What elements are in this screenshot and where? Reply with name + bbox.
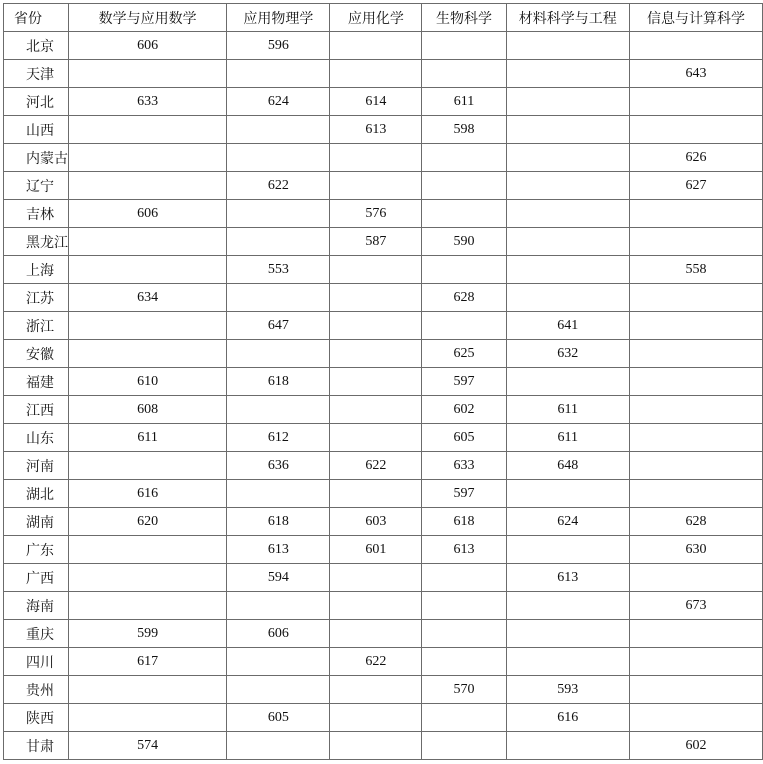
score-cell-biology	[422, 200, 506, 228]
score-cell-physics	[227, 676, 330, 704]
score-cell-materials	[506, 368, 629, 396]
score-cell-physics	[227, 480, 330, 508]
province-cell: 山西	[4, 116, 69, 144]
score-cell-chemistry	[330, 564, 422, 592]
score-cell-materials: 648	[506, 452, 629, 480]
score-cell-math	[69, 60, 227, 88]
table-row	[4, 536, 763, 564]
score-cell-math	[69, 340, 227, 368]
score-cell-info-computing	[629, 396, 762, 424]
table-row	[4, 732, 763, 760]
header-physics: 应用物理学	[227, 4, 330, 32]
province-cell: 北京	[4, 32, 69, 60]
score-cell-materials: 624	[506, 508, 629, 536]
score-cell-materials	[506, 648, 629, 676]
table-row	[4, 60, 763, 88]
score-cell-biology	[422, 60, 506, 88]
score-cell-info-computing	[629, 424, 762, 452]
province-cell: 山东	[4, 424, 69, 452]
score-cell-physics: 553	[227, 256, 330, 284]
score-cell-math	[69, 536, 227, 564]
score-cell-biology: 618	[422, 508, 506, 536]
score-cell-chemistry: 576	[330, 200, 422, 228]
header-materials: 材料科学与工程	[506, 4, 629, 32]
score-cell-physics	[227, 648, 330, 676]
score-cell-physics: 594	[227, 564, 330, 592]
score-table	[3, 3, 763, 760]
score-cell-biology: 597	[422, 368, 506, 396]
table-row	[4, 452, 763, 480]
score-cell-biology: 570	[422, 676, 506, 704]
province-cell: 广西	[4, 564, 69, 592]
header-math: 数学与应用数学	[69, 4, 227, 32]
header-info-computing: 信息与计算科学	[629, 4, 762, 32]
score-cell-materials	[506, 60, 629, 88]
score-cell-info-computing	[629, 116, 762, 144]
score-cell-math	[69, 256, 227, 284]
score-cell-biology	[422, 704, 506, 732]
score-cell-math: 606	[69, 32, 227, 60]
province-cell: 贵州	[4, 676, 69, 704]
table-row	[4, 32, 763, 60]
score-cell-physics	[227, 732, 330, 760]
table-row	[4, 200, 763, 228]
score-cell-biology	[422, 256, 506, 284]
table-row	[4, 228, 763, 256]
score-cell-chemistry	[330, 60, 422, 88]
score-cell-math: 620	[69, 508, 227, 536]
score-cell-physics: 613	[227, 536, 330, 564]
table-row	[4, 340, 763, 368]
score-cell-biology	[422, 648, 506, 676]
header-biology: 生物科学	[422, 4, 506, 32]
score-cell-chemistry	[330, 676, 422, 704]
score-cell-chemistry	[330, 172, 422, 200]
score-cell-physics	[227, 340, 330, 368]
table-row	[4, 648, 763, 676]
score-cell-math	[69, 116, 227, 144]
score-cell-math: 574	[69, 732, 227, 760]
table-row	[4, 396, 763, 424]
score-cell-chemistry	[330, 368, 422, 396]
score-cell-biology: 597	[422, 480, 506, 508]
score-cell-math: 610	[69, 368, 227, 396]
score-cell-math	[69, 312, 227, 340]
score-cell-chemistry	[330, 396, 422, 424]
score-cell-chemistry: 614	[330, 88, 422, 116]
score-cell-info-computing	[629, 88, 762, 116]
province-cell: 安徽	[4, 340, 69, 368]
table-row	[4, 256, 763, 284]
table-row	[4, 620, 763, 648]
score-cell-biology: 602	[422, 396, 506, 424]
score-cell-biology: 590	[422, 228, 506, 256]
score-cell-math	[69, 676, 227, 704]
score-cell-physics: 647	[227, 312, 330, 340]
score-cell-materials: 632	[506, 340, 629, 368]
score-cell-materials	[506, 228, 629, 256]
score-cell-info-computing: 628	[629, 508, 762, 536]
score-cell-math: 611	[69, 424, 227, 452]
score-cell-math	[69, 704, 227, 732]
score-cell-chemistry: 622	[330, 648, 422, 676]
province-cell: 四川	[4, 648, 69, 676]
score-cell-physics	[227, 200, 330, 228]
score-cell-math: 606	[69, 200, 227, 228]
score-cell-physics: 624	[227, 88, 330, 116]
score-cell-materials: 641	[506, 312, 629, 340]
table-row	[4, 424, 763, 452]
province-cell: 辽宁	[4, 172, 69, 200]
score-cell-chemistry: 587	[330, 228, 422, 256]
score-cell-math: 616	[69, 480, 227, 508]
table-row	[4, 172, 763, 200]
province-cell: 湖南	[4, 508, 69, 536]
score-cell-physics: 596	[227, 32, 330, 60]
score-cell-physics	[227, 116, 330, 144]
score-cell-biology: 598	[422, 116, 506, 144]
province-cell: 上海	[4, 256, 69, 284]
province-cell: 福建	[4, 368, 69, 396]
score-cell-physics	[227, 396, 330, 424]
score-cell-materials	[506, 620, 629, 648]
score-cell-math: 599	[69, 620, 227, 648]
table-row	[4, 676, 763, 704]
score-cell-info-computing: 630	[629, 536, 762, 564]
score-cell-info-computing: 643	[629, 60, 762, 88]
province-cell: 江西	[4, 396, 69, 424]
score-cell-info-computing	[629, 200, 762, 228]
score-cell-info-computing	[629, 704, 762, 732]
score-cell-materials	[506, 284, 629, 312]
score-cell-info-computing: 627	[629, 172, 762, 200]
score-cell-materials	[506, 480, 629, 508]
score-cell-materials: 593	[506, 676, 629, 704]
score-cell-biology	[422, 144, 506, 172]
province-cell: 海南	[4, 592, 69, 620]
score-cell-materials: 616	[506, 704, 629, 732]
header-row	[4, 4, 763, 32]
score-cell-physics: 618	[227, 508, 330, 536]
province-cell: 吉林	[4, 200, 69, 228]
score-cell-materials	[506, 732, 629, 760]
score-cell-materials	[506, 592, 629, 620]
score-cell-chemistry: 613	[330, 116, 422, 144]
table-row	[4, 592, 763, 620]
score-cell-info-computing	[629, 368, 762, 396]
score-cell-physics: 622	[227, 172, 330, 200]
score-cell-chemistry	[330, 620, 422, 648]
score-cell-info-computing	[629, 480, 762, 508]
score-cell-math	[69, 592, 227, 620]
score-cell-physics	[227, 284, 330, 312]
score-cell-math: 617	[69, 648, 227, 676]
table-body	[4, 32, 763, 760]
score-cell-math	[69, 452, 227, 480]
score-cell-biology: 633	[422, 452, 506, 480]
province-cell: 内蒙古	[4, 144, 69, 172]
score-cell-materials	[506, 172, 629, 200]
score-cell-biology: 611	[422, 88, 506, 116]
score-cell-math	[69, 172, 227, 200]
score-cell-materials: 613	[506, 564, 629, 592]
score-cell-physics: 605	[227, 704, 330, 732]
score-cell-biology	[422, 592, 506, 620]
score-cell-materials	[506, 256, 629, 284]
score-cell-chemistry: 603	[330, 508, 422, 536]
score-cell-info-computing: 558	[629, 256, 762, 284]
table-row	[4, 312, 763, 340]
score-cell-biology	[422, 564, 506, 592]
score-cell-materials: 611	[506, 424, 629, 452]
province-cell: 黑龙江	[4, 228, 69, 256]
score-cell-materials	[506, 88, 629, 116]
score-cell-chemistry	[330, 256, 422, 284]
score-cell-physics: 606	[227, 620, 330, 648]
score-cell-info-computing	[629, 620, 762, 648]
score-cell-chemistry	[330, 284, 422, 312]
score-cell-info-computing	[629, 452, 762, 480]
score-cell-biology: 625	[422, 340, 506, 368]
score-cell-info-computing	[629, 676, 762, 704]
province-cell: 甘肃	[4, 732, 69, 760]
score-cell-physics: 636	[227, 452, 330, 480]
score-cell-chemistry	[330, 424, 422, 452]
province-cell: 浙江	[4, 312, 69, 340]
province-cell: 河北	[4, 88, 69, 116]
header-province: 省份	[4, 4, 69, 32]
score-cell-math: 608	[69, 396, 227, 424]
score-cell-biology	[422, 620, 506, 648]
score-cell-materials	[506, 116, 629, 144]
table-row	[4, 144, 763, 172]
score-cell-physics	[227, 592, 330, 620]
score-cell-biology	[422, 732, 506, 760]
score-cell-chemistry	[330, 732, 422, 760]
score-cell-info-computing	[629, 228, 762, 256]
score-cell-math: 633	[69, 88, 227, 116]
score-cell-physics	[227, 144, 330, 172]
score-cell-info-computing	[629, 340, 762, 368]
score-cell-chemistry	[330, 32, 422, 60]
score-cell-chemistry	[330, 480, 422, 508]
table-row	[4, 480, 763, 508]
score-cell-info-computing: 626	[629, 144, 762, 172]
score-cell-math	[69, 228, 227, 256]
province-cell: 天津	[4, 60, 69, 88]
province-cell: 江苏	[4, 284, 69, 312]
table-row	[4, 564, 763, 592]
score-cell-biology	[422, 32, 506, 60]
table-row	[4, 88, 763, 116]
score-cell-info-computing: 673	[629, 592, 762, 620]
score-cell-chemistry	[330, 592, 422, 620]
table-row	[4, 368, 763, 396]
score-cell-chemistry	[330, 312, 422, 340]
score-cell-chemistry	[330, 144, 422, 172]
province-cell: 重庆	[4, 620, 69, 648]
score-cell-physics	[227, 60, 330, 88]
score-cell-chemistry	[330, 704, 422, 732]
score-cell-biology: 605	[422, 424, 506, 452]
table-row	[4, 284, 763, 312]
score-cell-info-computing: 602	[629, 732, 762, 760]
score-cell-physics: 618	[227, 368, 330, 396]
score-cell-physics: 612	[227, 424, 330, 452]
province-cell: 河南	[4, 452, 69, 480]
score-cell-info-computing	[629, 284, 762, 312]
score-cell-biology: 613	[422, 536, 506, 564]
score-cell-physics	[227, 228, 330, 256]
score-cell-math	[69, 564, 227, 592]
score-cell-math: 634	[69, 284, 227, 312]
score-cell-materials	[506, 536, 629, 564]
score-cell-materials	[506, 144, 629, 172]
score-cell-info-computing	[629, 564, 762, 592]
province-cell: 湖北	[4, 480, 69, 508]
score-cell-info-computing	[629, 32, 762, 60]
table-row	[4, 704, 763, 732]
score-cell-materials	[506, 200, 629, 228]
province-cell: 广东	[4, 536, 69, 564]
score-cell-materials: 611	[506, 396, 629, 424]
score-cell-chemistry: 601	[330, 536, 422, 564]
province-cell: 陕西	[4, 704, 69, 732]
score-cell-materials	[506, 32, 629, 60]
score-cell-biology: 628	[422, 284, 506, 312]
score-cell-info-computing	[629, 648, 762, 676]
score-cell-chemistry: 622	[330, 452, 422, 480]
score-cell-biology	[422, 312, 506, 340]
score-cell-info-computing	[629, 312, 762, 340]
score-cell-math	[69, 144, 227, 172]
score-cell-biology	[422, 172, 506, 200]
table-row	[4, 508, 763, 536]
score-cell-chemistry	[330, 340, 422, 368]
header-chemistry: 应用化学	[330, 4, 422, 32]
table-row	[4, 116, 763, 144]
